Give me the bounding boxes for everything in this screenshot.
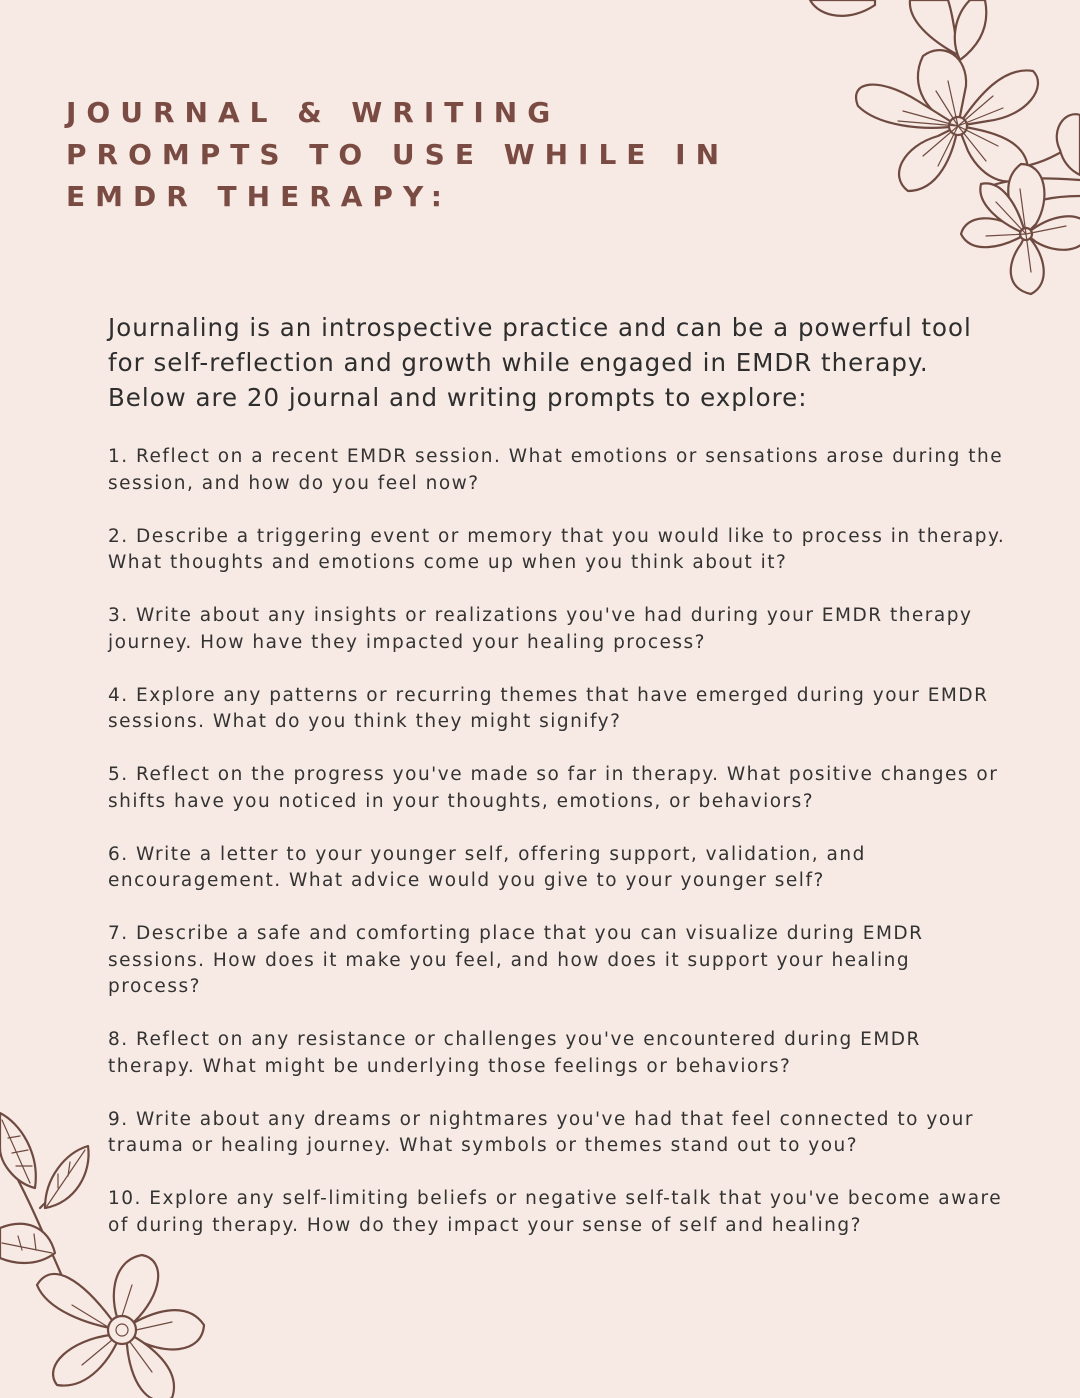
list-item: 1. Reflect on a recent EMDR session. What emotions or sensations arose during the session, and how do you feel now?: [108, 446, 1004, 494]
list-item: 9. Write about any dreams or nightmares you've had that feel connected to your trauma or healing journey. What symbols or themes stand out to you?: [108, 1108, 974, 1156]
list-item: 4. Explore any patterns or recurring themes that have emerged during your EMDR sessions. What do you think they might signify?: [108, 684, 989, 732]
list-item: 6. Write a letter to your younger self, offering support, validation, and encouragement. What advice would you give to your younger self?: [108, 843, 866, 891]
list-item: 3. Write about any insights or realizations you've had during your EMDR therapy journey. How have they impacted your healing process?: [108, 605, 973, 653]
list-item: 5. Reflect on the progress you've made so far in therapy. What positive changes or shifts have you noticed in your thoughts, emotions, or behaviors?: [108, 764, 999, 812]
list-item: 10. Explore any self-limiting beliefs or negative self-talk that you've become aware of during therapy. How do they impact your sense of self and healing?: [108, 1188, 1003, 1236]
intro-paragraph: Journaling is an introspective practice and can be a powerful tool for self-reflection and growth while engaged in EMDR therapy. Below are 20 journal and writing prompts to explore:: [108, 313, 972, 412]
list-item: 8. Reflect on any resistance or challenges you've encountered during EMDR therapy. What might be underlying those feelings or behaviors?: [108, 1029, 921, 1077]
list-item: 2. Describe a triggering event or memory that you would like to process in therapy. What thoughts and emotions come up when you think about it?: [108, 525, 1006, 573]
list-item: 7. Describe a safe and comforting place that you can visualize during EMDR sessions. How does it make you feel, and how does it support your healing process?: [108, 923, 924, 997]
page-title: JOURNAL & WRITING PROMPTS TO USE WHILE IN EMDR THERAPY:: [66, 96, 730, 213]
flower-illustration-top-right: [780, 0, 1080, 300]
prompts-list: [108, 444, 1008, 1266]
